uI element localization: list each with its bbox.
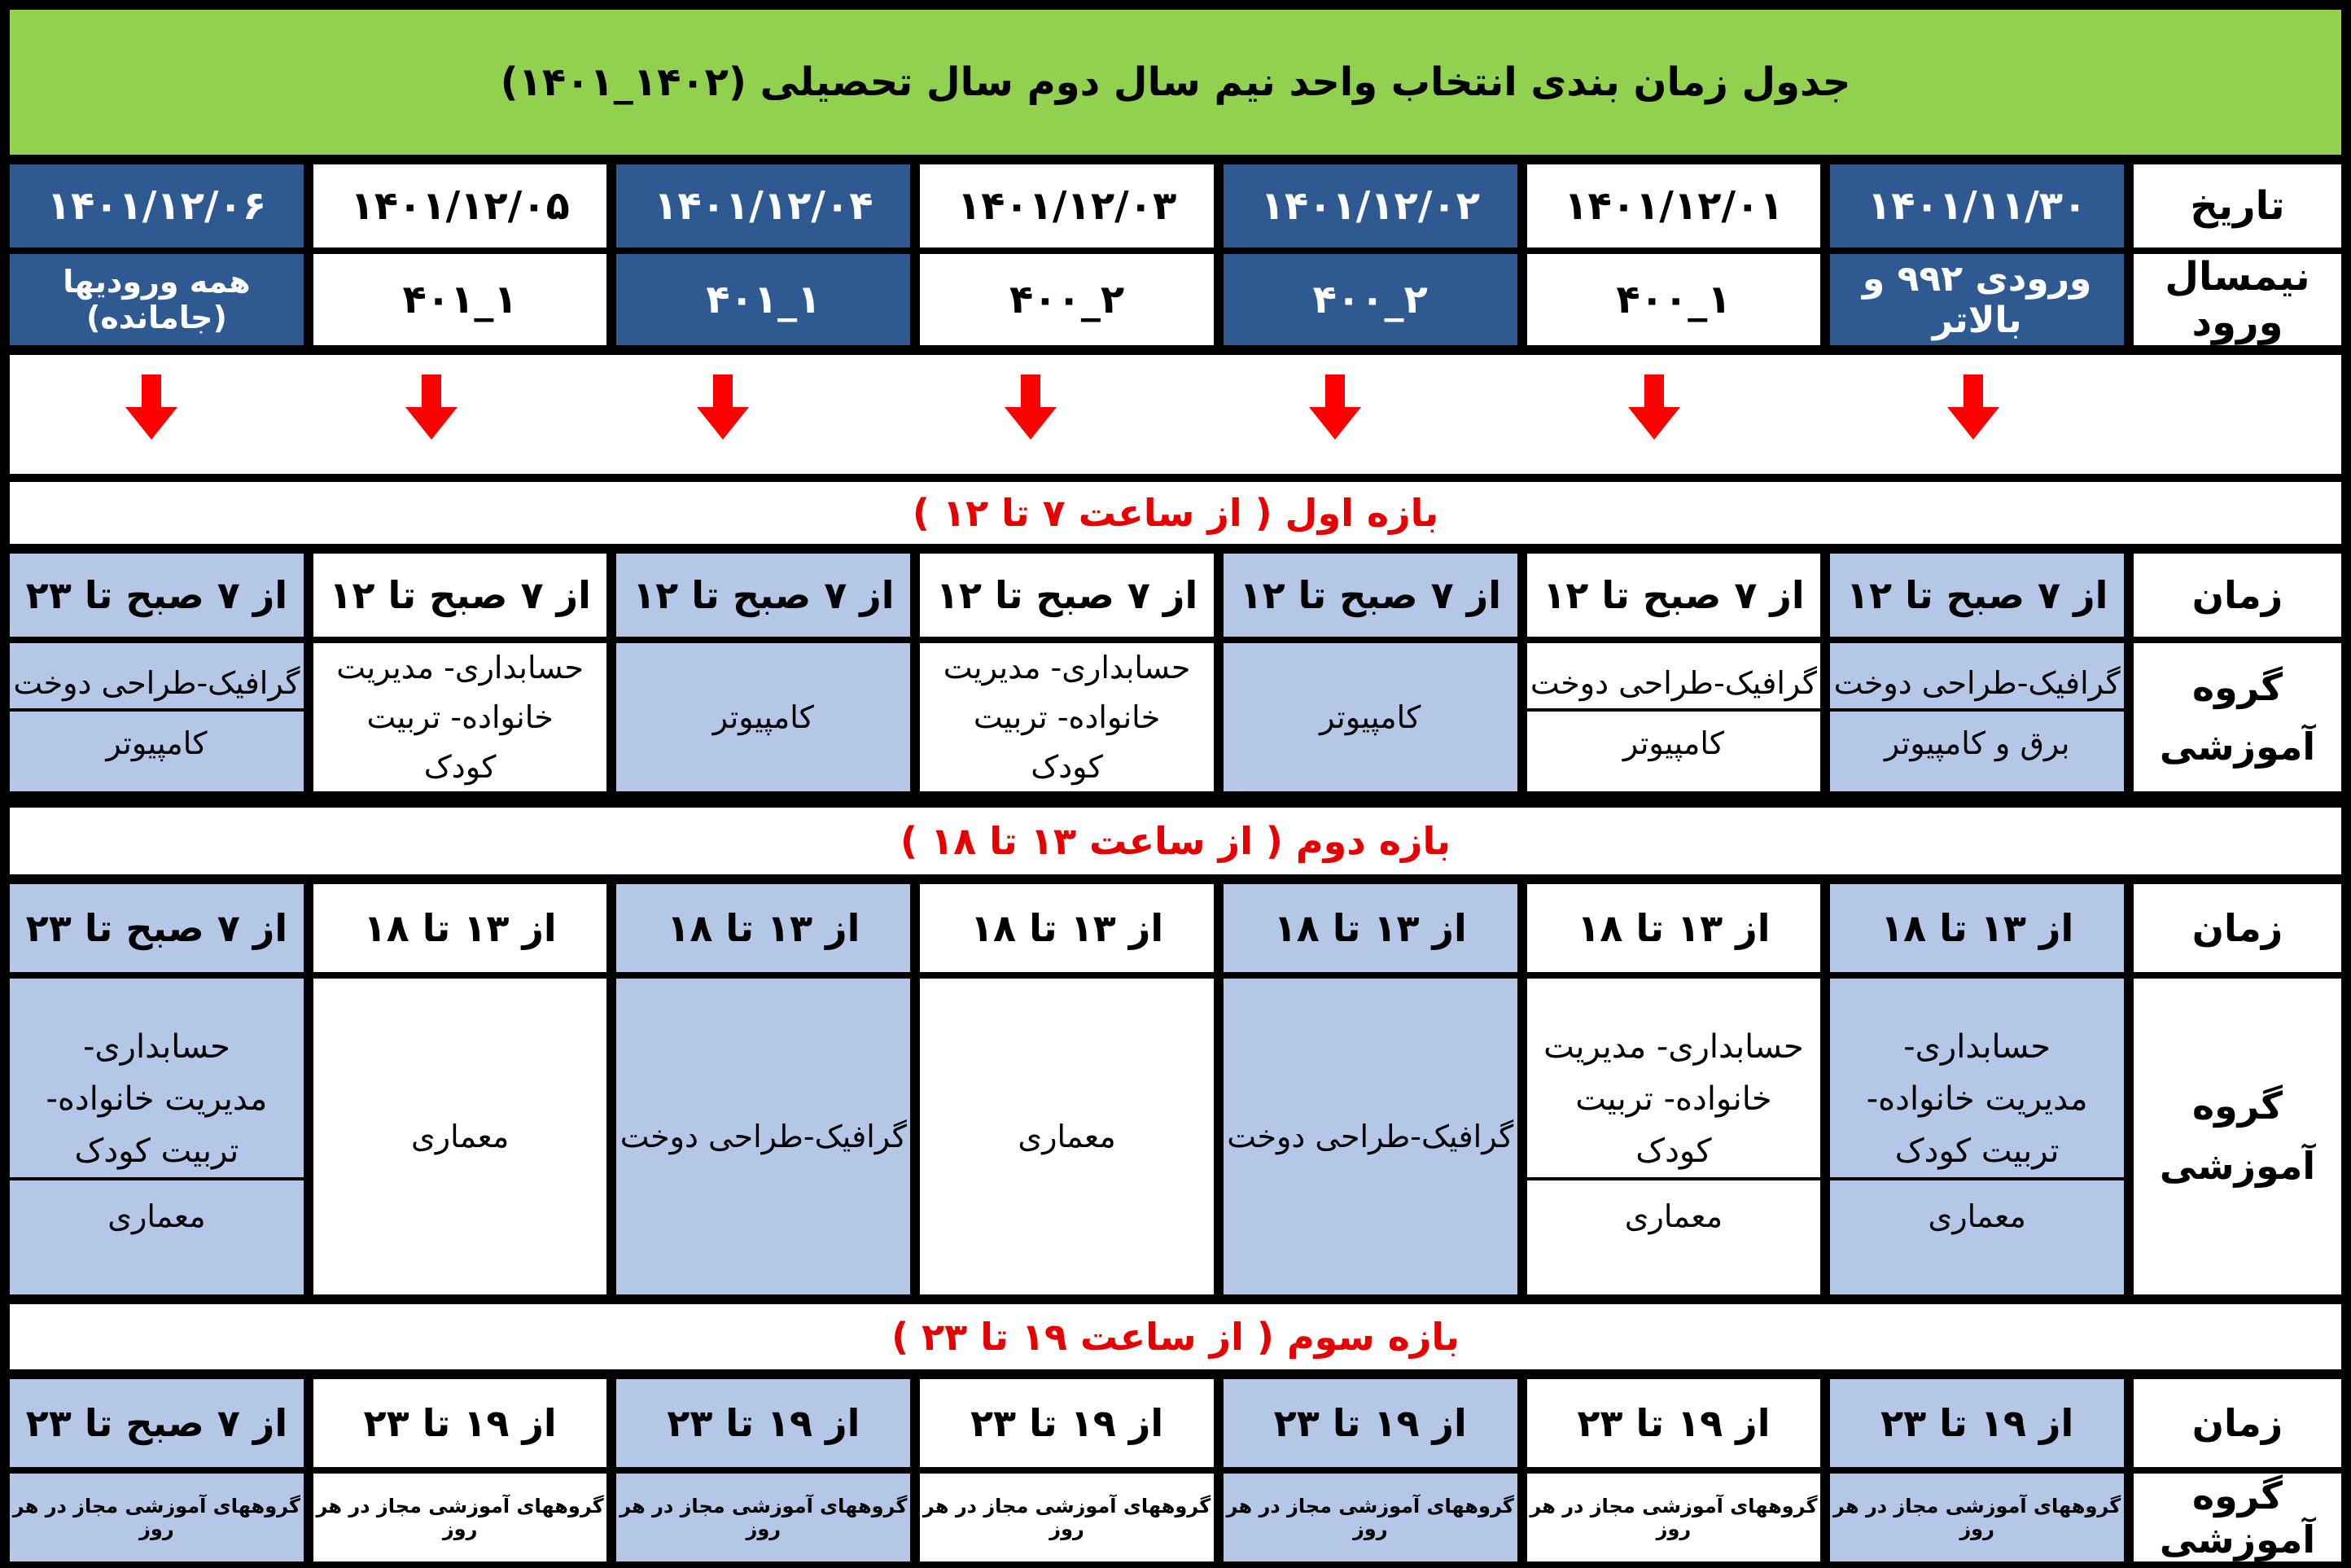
group-cell: گروههای آموزشی مجاز در هر روز xyxy=(313,1474,607,1561)
group-row xyxy=(10,643,2341,791)
header-table xyxy=(0,158,2351,352)
group-label: گروه آموزشی xyxy=(2134,979,2341,1294)
group-cell: کامپیوتر xyxy=(616,643,910,791)
group-top: گرافیک-طراحی دوخت xyxy=(1530,664,1817,701)
group-cell xyxy=(10,979,304,1294)
time-cell: از ۱۹ تا ۲۳ xyxy=(616,1379,910,1467)
group-bottom: کامپیوتر xyxy=(1527,708,1821,777)
group-cell: حسابداری- مدیریت خانواده- تربیت کودک xyxy=(920,643,1214,791)
group-cell xyxy=(1830,979,2124,1294)
time-cell: از ۷ صبح تا ۱۲ xyxy=(1527,554,1821,637)
time-cell: از ۱۳ تا ۱۸ xyxy=(1527,884,1821,972)
page-title: جدول زمان بندی انتخاب واحد نیم سال دوم سال تحصیلی (۱۴۰۲_۱۴۰۱) xyxy=(10,10,2341,155)
group-cell: معماری xyxy=(313,979,607,1294)
group-label: گروه آموزشی xyxy=(2134,1474,2341,1561)
time-cell: از ۱۹ تا ۲۳ xyxy=(313,1379,607,1467)
time-cell: از ۷ صبح تا ۱۲ xyxy=(313,554,607,637)
intake-cell: ۱_۴۰۱ xyxy=(313,254,607,345)
time-cell: از ۱۳ تا ۱۸ xyxy=(1224,884,1517,972)
time-row xyxy=(10,1379,2341,1467)
group-row xyxy=(10,979,2341,1294)
group-top: گرافیک-طراحی دوخت xyxy=(1833,664,2121,701)
time-label: زمان xyxy=(2134,884,2341,972)
group-top: حسابداری- مدیریت خانواده- تربیت کودک xyxy=(1866,1028,2088,1170)
band-2-title: بازه دوم ( از ساعت ۱۳ تا ۱۸ ) xyxy=(10,808,2341,874)
date-cell: ۱۴۰۱/۱۲/۰۶ xyxy=(10,164,304,247)
date-row xyxy=(10,164,2341,247)
group-bottom: برق و کامپیوتر xyxy=(1830,708,2124,777)
time-cell: از ۱۹ تا ۲۳ xyxy=(1224,1379,1517,1467)
down-arrow-icon xyxy=(1626,374,1682,441)
time-cell: از ۷ صبح تا ۱۲ xyxy=(1830,554,2124,637)
time-cell: از ۱۹ تا ۲۳ xyxy=(1830,1379,2124,1467)
band-1-title: بازه اول ( از ساعت ۷ تا ۱۲ ) xyxy=(10,482,2341,544)
time-cell: از ۷ صبح تا ۲۳ xyxy=(10,554,304,637)
time-cell: از ۱۹ تا ۲۳ xyxy=(920,1379,1214,1467)
group-row xyxy=(10,1474,2341,1561)
down-arrow-icon xyxy=(1003,374,1058,441)
time-cell: از ۱۹ تا ۲۳ xyxy=(1527,1379,1821,1467)
intake-cell: ورودی ۹۹۲ و بالاتر xyxy=(1830,254,2124,345)
time-cell: از ۷ صبح تا ۲۳ xyxy=(10,1379,304,1467)
date-label: تاریخ xyxy=(2134,164,2341,247)
time-cell: از ۱۳ تا ۱۸ xyxy=(616,884,910,972)
group-cell xyxy=(1527,979,1821,1294)
group-cell xyxy=(1527,643,1821,791)
band-2-table xyxy=(0,878,2351,1301)
group-cell xyxy=(10,643,304,791)
date-cell: ۱۴۰۱/۱۲/۰۴ xyxy=(616,164,910,247)
time-cell: از ۷ صبح تا ۱۲ xyxy=(920,554,1214,637)
date-cell: ۱۴۰۱/۱۲/۰۳ xyxy=(920,164,1214,247)
date-cell: ۱۴۰۱/۱۲/۰۱ xyxy=(1527,164,1821,247)
group-cell xyxy=(1830,643,2124,791)
group-cell: گروههای آموزشی مجاز در هر روز xyxy=(1830,1474,2124,1561)
group-bottom: کامپیوتر xyxy=(10,708,304,777)
date-cell: ۱۴۰۱/۱۲/۰۲ xyxy=(1224,164,1517,247)
time-label: زمان xyxy=(2134,1379,2341,1467)
intake-cell: همه ورودیها (جامانده) xyxy=(10,254,304,345)
group-top: گرافیک-طراحی دوخت xyxy=(13,664,300,701)
time-cell: از ۱۳ تا ۱۸ xyxy=(1830,884,2124,972)
date-cell: ۱۴۰۱/۱۱/۳۰ xyxy=(1830,164,2124,247)
time-row xyxy=(10,884,2341,972)
intake-cell: ۱_۴۰۱ xyxy=(616,254,910,345)
time-label: زمان xyxy=(2134,554,2341,637)
intake-label: نیمسال ورود xyxy=(2134,254,2341,345)
time-cell: از ۷ صبح تا ۲۳ xyxy=(10,884,304,972)
intake-row xyxy=(10,254,2341,345)
group-cell: گرافیک-طراحی دوخت xyxy=(616,979,910,1294)
group-cell: گرافیک-طراحی دوخت xyxy=(1224,979,1517,1294)
group-cell: گروههای آموزشی مجاز در هر روز xyxy=(1527,1474,1821,1561)
down-arrow-icon xyxy=(695,374,751,441)
group-cell: گروههای آموزشی مجاز در هر روز xyxy=(1224,1474,1517,1561)
group-cell: کامپیوتر xyxy=(1224,643,1517,791)
down-arrow-icon xyxy=(404,374,459,441)
group-bottom: معماری xyxy=(1830,1177,2124,1252)
group-bottom: معماری xyxy=(10,1177,304,1252)
time-cell: از ۱۳ تا ۱۸ xyxy=(920,884,1214,972)
group-cell: معماری xyxy=(920,979,1214,1294)
band-1-table xyxy=(0,547,2351,798)
down-arrow-icon xyxy=(1946,374,2001,441)
band-3-table xyxy=(0,1373,2351,1568)
group-top: حسابداری- مدیریت خانواده- تربیت کودک xyxy=(1543,1028,1804,1170)
intake-cell: ۲_۴۰۰ xyxy=(1224,254,1517,345)
group-label: گروه آموزشی xyxy=(2134,643,2341,791)
date-cell: ۱۴۰۱/۱۲/۰۵ xyxy=(313,164,607,247)
group-top: حسابداری- مدیریت خانواده- تربیت کودک xyxy=(46,1028,268,1170)
intake-cell: ۱_۴۰۰ xyxy=(1527,254,1821,345)
time-row xyxy=(10,554,2341,637)
time-cell: از ۱۳ تا ۱۸ xyxy=(313,884,607,972)
down-arrow-icon xyxy=(1307,374,1363,441)
group-cell: گروههای آموزشی مجاز در هر روز xyxy=(920,1474,1214,1561)
down-arrow-icon xyxy=(124,374,179,441)
group-cell: حسابداری- مدیریت خانواده- تربیت کودک xyxy=(313,643,607,791)
time-cell: از ۷ صبح تا ۱۲ xyxy=(1224,554,1517,637)
band-3-title: بازه سوم ( از ساعت ۱۹ تا ۲۳ ) xyxy=(10,1304,2341,1369)
group-bottom: معماری xyxy=(1527,1177,1821,1252)
group-cell: گروههای آموزشی مجاز در هر روز xyxy=(616,1474,910,1561)
intake-cell: ۲_۴۰۰ xyxy=(920,254,1214,345)
group-cell: گروههای آموزشی مجاز در هر روز xyxy=(10,1474,304,1561)
time-cell: از ۷ صبح تا ۱۲ xyxy=(616,554,910,637)
